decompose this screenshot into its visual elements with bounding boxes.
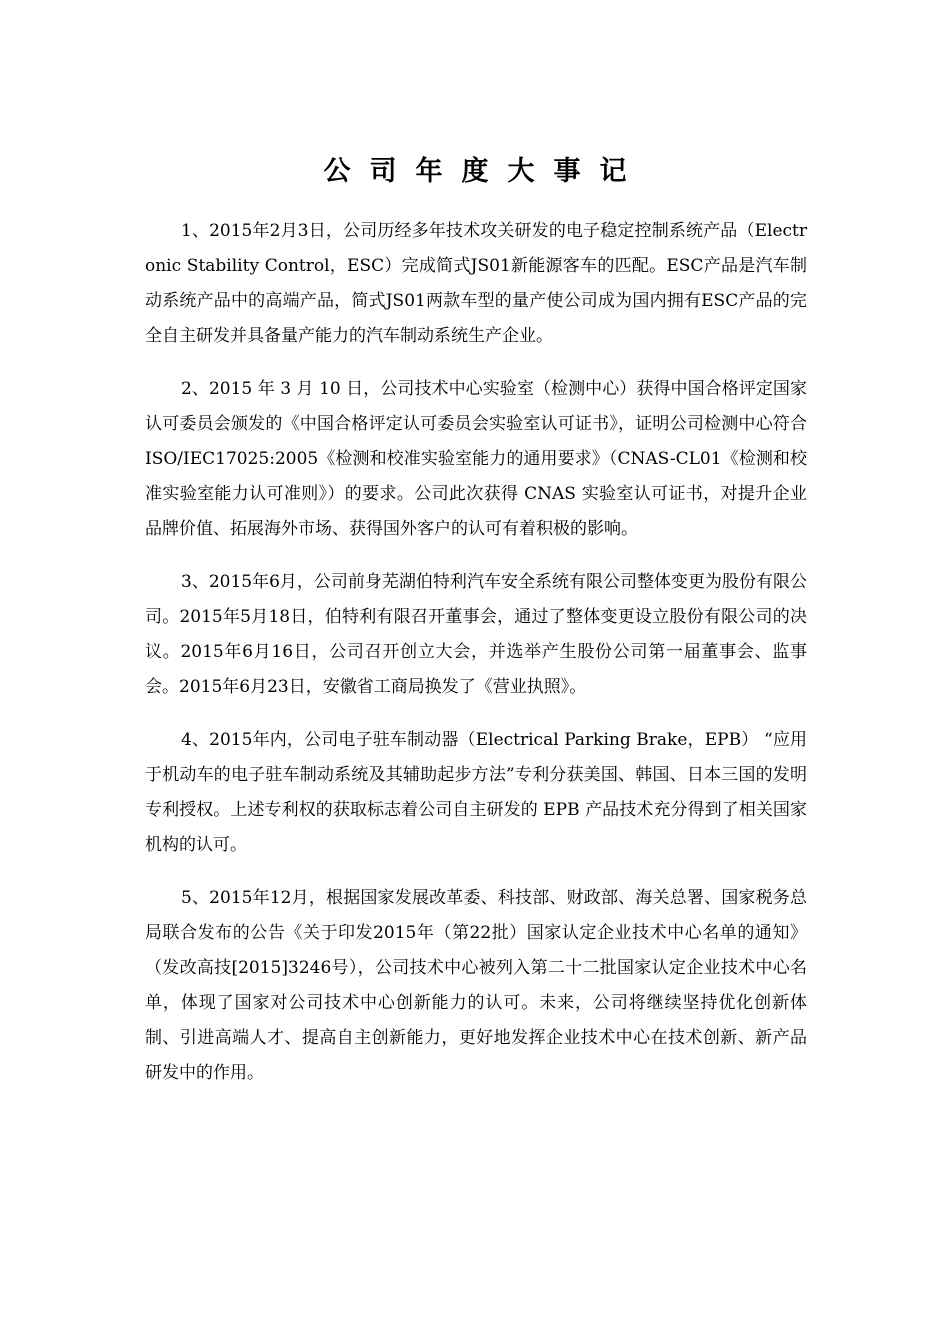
document-body [145,214,807,1109]
page-title: 公司年度大事记 [323,156,646,187]
paragraph-3: 3、2015年6月，公司前身芜湖伯特利汽车安全系统有限公司整体变更为股份有限公司。2015年5月18日，伯特利有限召开董事会，通过了整体变更设立股份有限公司的决议。2015年6月16日，公司召开创立大会，并选举产生股份公司第一届董事会、监事会。2015年6月23日，安徽省工商局换发了《营业执照》。 [145,572,807,697]
paragraph-5: 5、2015年12月，根据国家发展改革委、科技部、财政部、海关总署、国家税务总局联合发布的公告《关于印发2015年（第22批）国家认定企业技术中心名单的通知》（发改高技[2015]3246号），公司技术中心被列入第二十二批国家认定企业技术中心名单，体现了国家对公司技术中心创新能力的认可。未来，公司将继续坚持优化创新体制、引进高端人才、提高自主创新能力，更好地发挥企业技术中心在技术创新、新产品研发中的作用。 [145,888,807,1083]
paragraph-4: 4、2015年内，公司电子驻车制动器（Electrical Parking Brake，EPB） “应用于机动车的电子驻车制动系统及其辅助起步方法”专利分获美国、韩国、日本三国的发明专利授权。上述专利权的获取标志着公司自主研发的 EPB 产品技术充分得到了相关国家机构的认可。 [145,730,807,855]
paragraph-1: 1、2015年2月3日，公司历经多年技术攻关研发的电子稳定控制系统产品（Electronic Stability Control，ESC）完成简式JS01新能源客车的匹配。ESC产品是汽车制动系统产品中的高端产品，简式JS01两款车型的量产使公司成为国内拥有ESC产品的完全自主研发并具备量产能力的汽车制动系统生产企业。 [145,221,807,346]
paragraph-2: 2、2015 年 3 月 10 日，公司技术中心实验室（检测中心）获得中国合格评定国家认可委员会颁发的《中国合格评定认可委员会实验室认可证书》，证明公司检测中心符合 ISO/IEC17025:2005《检测和校准实验室能力的通用要求》（CNAS-CL01《检测和校准实验室能力认可准则》）的要求。公司此次获得 CNAS 实验室认可证书，对提升企业品牌价值、拓展海外市场、获得国外客户的认可有着积极的影响。 [145,379,807,539]
